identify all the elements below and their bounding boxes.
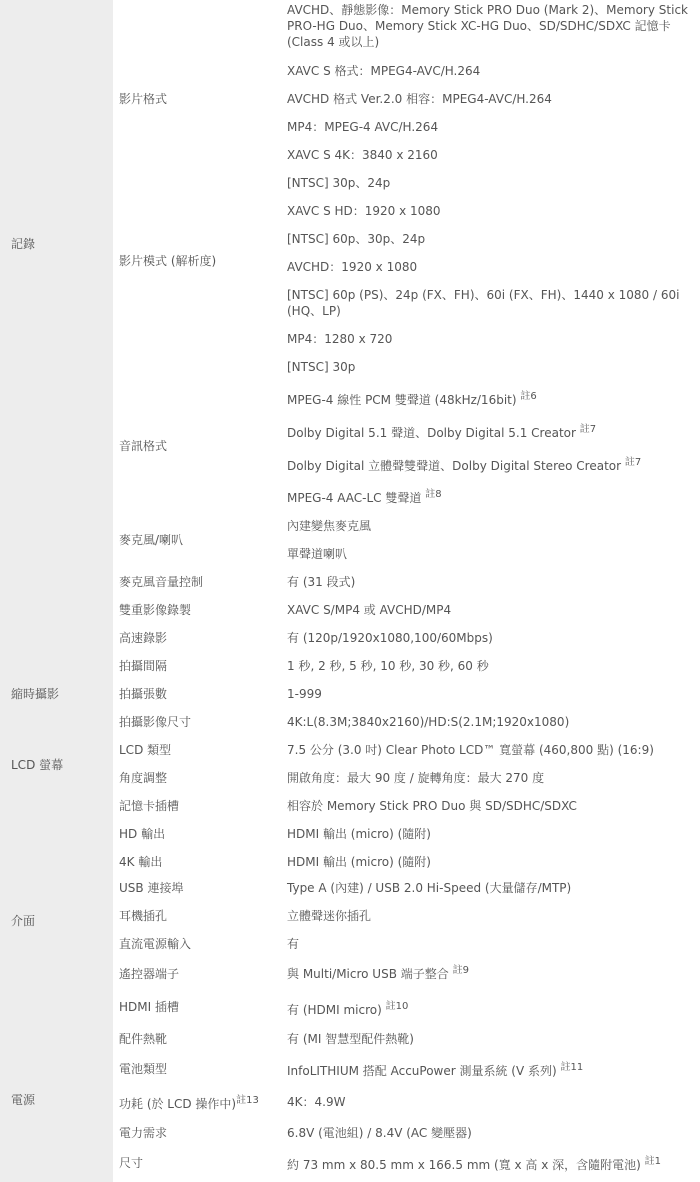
label-dual-rec: 雙重影像錄製 [119,603,192,617]
value-mode-avchd: AVCHD：1920 x 1080 [287,260,418,274]
value-audio-pcm-text: MPEG-4 線性 PCM 雙聲道 (48kHz/16bit) [287,393,517,407]
value-battery-type [287,1063,693,1079]
footnote-9: 註9 [452,965,469,976]
label-dc-in: 直流電源輸入 [119,937,192,951]
label-usb: USB 連接埠 [119,881,184,895]
category-lcd: LCD 螢幕 [11,758,64,772]
value-mic-level: 有 (31 段式) [287,575,356,589]
value-audio-ddst-text: Dolby Digital 立體聲雙聲道、Dolby Digital Stereo Creator [287,459,622,473]
value-speaker: 單聲道喇叭 [287,547,348,561]
footnote-6: 註6 [520,391,537,402]
value-fmt-mp4: MP4：MPEG-4 AVC/H.264 [287,120,439,134]
value-hdmi-text: 有 (HDMI micro) [287,1003,382,1017]
footnote-11: 註11 [560,1062,584,1073]
value-media: AVCHD、靜態影像：Memory Stick PRO Duo (Mark 2)、Memory Stick PRO-HG Duo、Memory Stick XC-HG Duo、SD/SDHC/SDXC 記憶卡 (Class 4 或以上) [287,3,688,49]
label-battery-type: 電池類型 [119,1062,168,1076]
label-card-slot: 記憶卡插槽 [119,799,180,813]
value-mode-4k-rates: [NTSC] 30p、24p [287,176,391,190]
value-mode-hd-rates: [NTSC] 60p、30p、24p [287,232,426,246]
label-power-consumption [119,1096,259,1112]
value-mic: 內建變焦麥克風 [287,519,372,533]
label-power-req: 電力需求 [119,1126,168,1140]
value-hd-out: HDMI 輸出 (micro) (隨附) [287,827,431,841]
footnote-7: 註7 [579,424,597,435]
value-interval: 1 秒, 2 秒, 5 秒, 10 秒, 30 秒, 60 秒 [287,659,489,673]
label-power-consumption-text: 功耗 (於 LCD 操作中) [119,1097,237,1111]
footnote-10: 註10 [385,1001,409,1012]
value-shots: 1-999 [287,687,322,701]
label-dimensions: 尺寸 [119,1156,144,1170]
label-remote: 遙控器端子 [119,967,180,981]
value-usb: Type A (內建) / USB 2.0 Hi-Speed (大量儲存/MTP) [287,881,572,895]
value-mode-hd: XAVC S HD：1920 x 1080 [287,204,441,218]
value-dimensions [287,1157,693,1173]
value-dual-rec: XAVC S/MP4 或 AVCHD/MP4 [287,603,452,617]
footnote-7: 註7 [624,457,642,468]
value-battery-type-text: InfoLITHIUM 搭配 AccuPower 測量系統 (V 系列) [287,1064,557,1078]
label-accessory-shoe: 配件熱靴 [119,1032,168,1046]
category-record: 記錄 [11,237,36,251]
label-interval: 拍攝間隔 [119,659,168,673]
label-movie-mode: 影片模式 (解析度) [119,254,217,268]
label-hdmi: HDMI 插槽 [119,1000,179,1014]
category-timelapse: 縮時攝影 [11,687,60,701]
footnote-13: 註13 [236,1095,259,1106]
label-angle: 角度調整 [119,771,168,785]
label-shots: 拍攝張數 [119,687,168,701]
value-mode-mp4: MP4：1280 x 720 [287,332,393,346]
value-audio-dd51-text: Dolby Digital 5.1 聲道、Dolby Digital 5.1 Creator [287,426,576,440]
category-power: 電源 [11,1093,36,1107]
label-lcd-type: LCD 類型 [119,743,172,757]
value-audio-aac-text: MPEG-4 AAC-LC 雙聲道 [287,491,422,505]
label-hd-out: HD 輸出 [119,827,166,841]
value-power-consumption: 4K：4.9W [287,1095,346,1109]
label-high-speed: 高速錄影 [119,631,168,645]
label-mic-level: 麥克風音量控制 [119,575,204,589]
value-angle: 開啟角度：最大 90 度 / 旋轉角度：最大 270 度 [287,771,545,785]
value-fmt-xavcs: XAVC S 格式：MPEG4-AVC/H.264 [287,64,481,78]
value-remote [287,966,693,982]
value-power-req: 6.8V (電池組) / 8.4V (AC 變壓器) [287,1126,472,1140]
value-remote-text: 與 Multi/Micro USB 端子整合 [287,967,449,981]
footnote-1: 註1 [644,1156,662,1167]
label-headphone: 耳機插孔 [119,909,168,923]
label-4k-out: 4K 輸出 [119,855,163,869]
category-column [0,0,113,1182]
value-mode-avchd-rates: [NTSC] 60p (PS)、24p (FX、FH)、60i (FX、FH)、1440 x 1080 / 60i (HQ、LP) [287,288,680,318]
value-image-size: 4K:L(8.3M;3840x2160)/HD:S(2.1M;1920x1080) [287,715,570,729]
value-hdmi [287,1002,693,1018]
value-4k-out: HDMI 輸出 (micro) (隨附) [287,855,431,869]
value-dimensions-text: 約 73 mm x 80.5 mm x 166.5 mm (寬 x 高 x 深，含隨附電池) [287,1158,641,1172]
footnote-8: 註8 [425,489,442,500]
value-mode-4k: XAVC S 4K：3840 x 2160 [287,148,438,162]
category-interface: 介面 [11,914,36,928]
label-image-size: 拍攝影像尺寸 [119,715,192,729]
value-dc-in: 有 [287,937,300,951]
value-high-speed: 有 (120p/1920x1080,100/60Mbps) [287,631,493,645]
label-mic-speaker: 麥克風/喇叭 [119,533,184,547]
value-card-slot: 相容於 Memory Stick PRO Duo 與 SD/SDHC/SDXC [287,799,577,813]
value-lcd-type: 7.5 公分 (3.0 吋) Clear Photo LCD™ 寬螢幕 (460,800 點) (16:9) [287,743,654,757]
value-fmt-avchd: AVCHD 格式 Ver.2.0 相容：MPEG4-AVC/H.264 [287,92,552,106]
value-audio-ddst [287,458,693,474]
value-audio-aac [287,490,693,506]
value-mode-mp4-rates: [NTSC] 30p [287,360,356,374]
value-audio-pcm [287,392,693,408]
label-audio-format: 音訊格式 [119,439,168,453]
value-accessory-shoe: 有 (MI 智慧型配件熱靴) [287,1032,414,1046]
label-movie-format: 影片格式 [119,92,168,106]
value-audio-dd51 [287,425,693,441]
value-headphone: 立體聲迷你插孔 [287,909,372,923]
